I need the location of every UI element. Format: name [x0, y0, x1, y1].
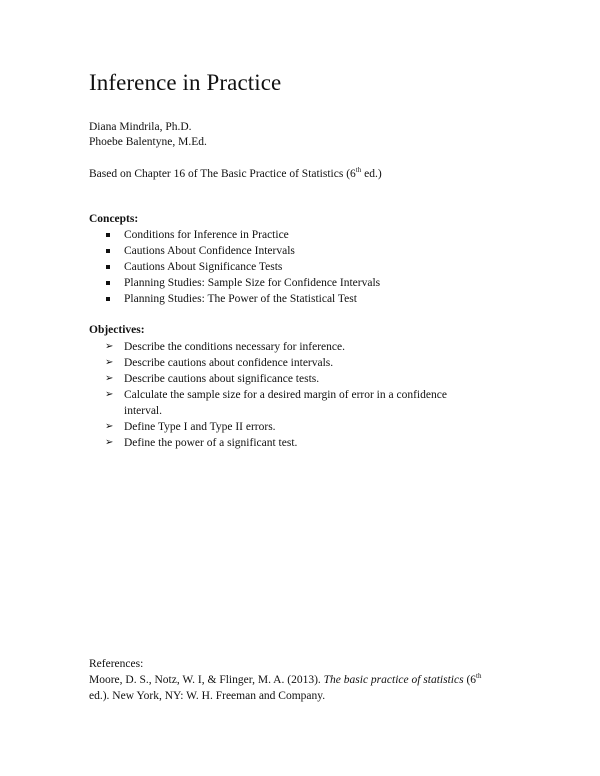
- arrow-bullet-icon: ➢: [105, 373, 114, 384]
- arrow-bullet-icon: ➢: [105, 389, 114, 400]
- arrow-bullet-icon: ➢: [105, 341, 114, 352]
- arrow-bullet-icon: ➢: [105, 437, 114, 448]
- based-on-superscript: th: [355, 166, 362, 175]
- list-item: [89, 355, 469, 371]
- based-on-prefix: Based on Chapter 16 of The Basic Practice of Statistics (6: [89, 168, 356, 180]
- list-item: [89, 371, 469, 387]
- arrow-bullet-icon: ➢: [105, 357, 114, 368]
- concept-text: Cautions About Significance Tests: [124, 261, 283, 273]
- concept-text: Planning Studies: The Power of the Statistical Test: [124, 293, 357, 305]
- author-1: Diana Mindrila, Ph.D.: [89, 121, 192, 133]
- objective-text: Describe the conditions necessary for inference.: [124, 341, 345, 353]
- list-item: [89, 419, 469, 435]
- list-item: [89, 339, 469, 355]
- author-2: Phoebe Balentyne, M.Ed.: [89, 136, 207, 148]
- reference-line-1: [89, 673, 481, 688]
- objective-text: Describe cautions about confidence intervals.: [124, 357, 334, 369]
- square-bullet-icon: [106, 281, 110, 285]
- based-on-line: [89, 167, 382, 182]
- concept-text: Planning Studies: Sample Size for Confidence Intervals: [124, 277, 381, 289]
- citation-superscript: th: [476, 672, 482, 681]
- based-on-suffix: ed.): [361, 168, 382, 180]
- list-item: [89, 435, 469, 451]
- list-item: [89, 387, 469, 419]
- document-title: Inference in Practice: [89, 70, 282, 95]
- concepts-list: [89, 227, 380, 307]
- square-bullet-icon: [106, 297, 110, 301]
- objective-text: Calculate the sample size for a desired margin of error in a confidence interval.: [124, 389, 447, 417]
- references-heading: References:: [89, 658, 144, 670]
- citation-edition: (6: [463, 674, 477, 686]
- objective-text: Define Type I and Type II errors.: [124, 421, 276, 433]
- objectives-list: [89, 339, 469, 451]
- arrow-bullet-icon: ➢: [105, 421, 114, 432]
- list-item: [89, 291, 380, 307]
- concepts-heading: Concepts:: [89, 213, 139, 225]
- citation-book-title: The basic practice of statistics: [323, 674, 464, 686]
- list-item: [89, 243, 380, 259]
- square-bullet-icon: [106, 249, 110, 253]
- square-bullet-icon: [106, 233, 110, 237]
- concept-text: Cautions About Confidence Intervals: [124, 245, 295, 257]
- list-item: [89, 259, 380, 275]
- objective-text: Describe cautions about significance tests.: [124, 373, 320, 385]
- square-bullet-icon: [106, 265, 110, 269]
- objective-text: Define the power of a significant test.: [124, 437, 298, 449]
- list-item: [89, 227, 380, 243]
- objectives-heading: Objectives:: [89, 324, 145, 336]
- list-item: [89, 275, 380, 291]
- concept-text: Conditions for Inference in Practice: [124, 229, 289, 241]
- reference-line-2: ed.). New York, NY: W. H. Freeman and Company.: [89, 690, 326, 702]
- citation-authors: Moore, D. S., Notz, W. I, & Flinger, M. A. (2013).: [89, 674, 324, 686]
